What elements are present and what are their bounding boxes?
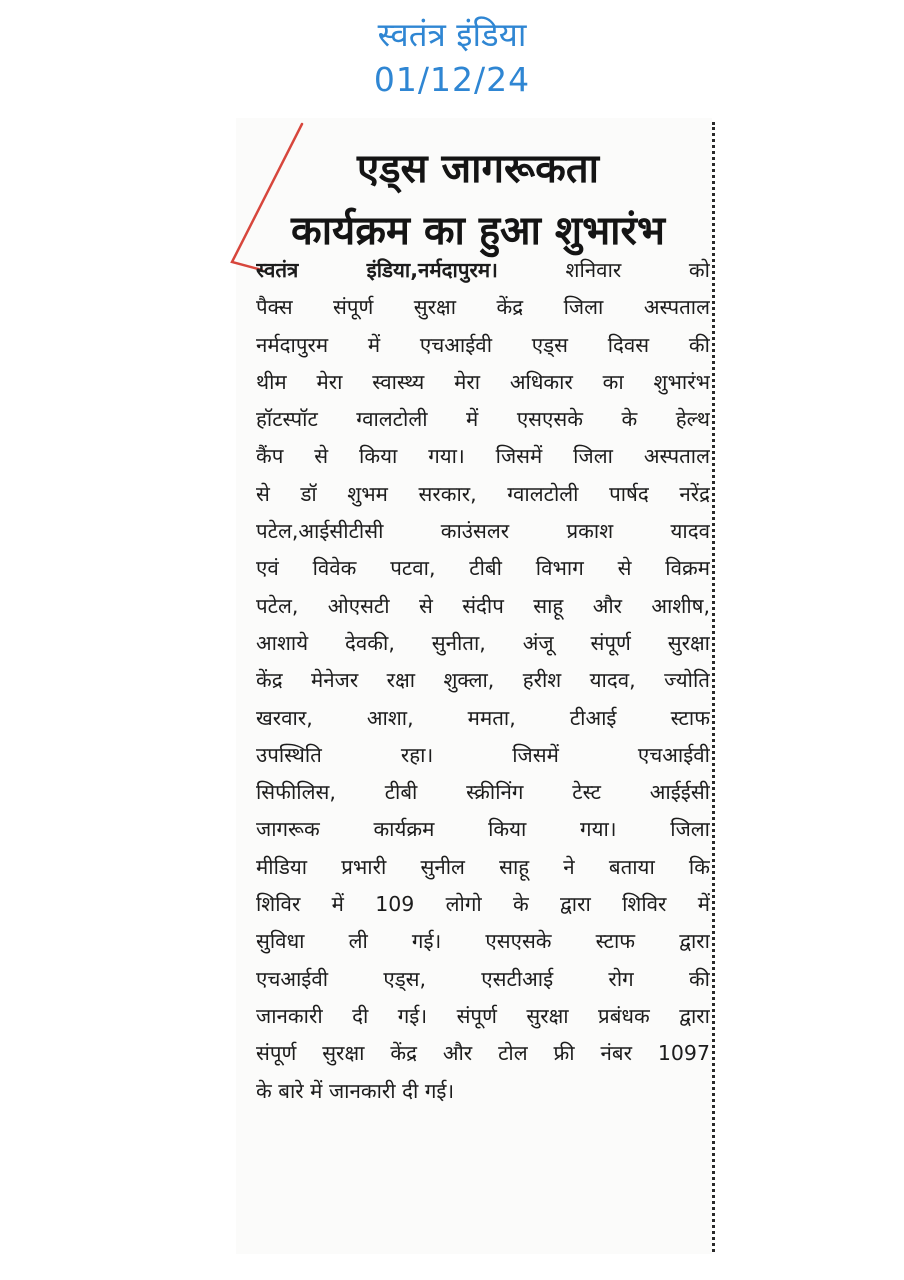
article-line: एवं विवेक पटवा, टीबी विभाग से विक्रम (256, 556, 710, 581)
article-line: आशाये देवकी, सुनीता, अंजू संपूर्ण सुरक्षा (256, 630, 710, 655)
article-line: खरवार, आशा, ममता, टीआई स्टाफ (256, 705, 710, 730)
article-line: जागरूक कार्यक्रम किया गया। जिला (256, 817, 710, 842)
article-line: एचआईवी एड्स, एसटीआई रोग की (256, 966, 710, 991)
article-line: सिफीलिस, टीबी स्क्रीनिंग टेस्ट आईईसी (256, 780, 710, 805)
article-line: सुविधा ली गई। एसएसके स्टाफ द्वारा (256, 929, 710, 954)
article-line: से डॉ शुभम सरकार, ग्वालटोली पार्षद नरेंद्र (256, 481, 710, 506)
article-line: केंद्र मेनेजर रक्षा शुक्ला, हरीश यादव, ज्योति (256, 668, 710, 693)
article-text: शनिवार को (565, 258, 710, 282)
publication-name: स्वतंत्र इंडिया (377, 15, 527, 54)
article-line: पैक्स संपूर्ण सुरक्षा केंद्र जिला अस्पताल (256, 295, 710, 320)
article-line: के बारे में जानकारी दी गई। (256, 1078, 455, 1103)
headline (248, 138, 708, 262)
article-line: संपूर्ण सुरक्षा केंद्र और टोल फ्री नंबर 1097 (256, 1041, 710, 1066)
article-line: मीडिया प्रभारी सुनील साहू ने बताया कि (256, 854, 710, 879)
article-line: उपस्थिति रहा। जिसमें एचआईवी (256, 742, 710, 767)
headline-line-2: कार्यक्रम का हुआ शुभारंभ (290, 208, 666, 254)
article-line: जानकारी दी गई। संपूर्ण सुरक्षा प्रबंधक द्वारा (256, 1003, 710, 1028)
article-line: कैंप से किया गया। जिसमें जिला अस्पताल (256, 444, 710, 469)
headline-line-1: एड्स जागरूकता (356, 146, 599, 192)
article-body (256, 252, 710, 1110)
article-line: पटेल, ओएसटी से संदीप साहू और आशीष, (256, 593, 710, 618)
article-line: नर्मदापुरम में एचआईवी एड्स दिवस की (256, 332, 710, 357)
publication-date: 01/12/24 (373, 60, 531, 99)
article-line (256, 252, 710, 289)
article-line: पटेल,आईसीटीसी काउंसलर प्रकाश यादव (256, 519, 710, 544)
article-line: हॉटस्पॉट ग्वालटोली में एसएसके के हेल्थ (256, 407, 710, 432)
article-line: शिविर में 109 लोगो के द्वारा शिविर में (256, 892, 710, 917)
article-dateline: स्वतंत्र इंडिया,नर्मदापुरम। (256, 258, 498, 282)
article-line: थीम मेरा स्वास्थ्य मेरा अधिकार का शुभारंभ (256, 369, 710, 394)
